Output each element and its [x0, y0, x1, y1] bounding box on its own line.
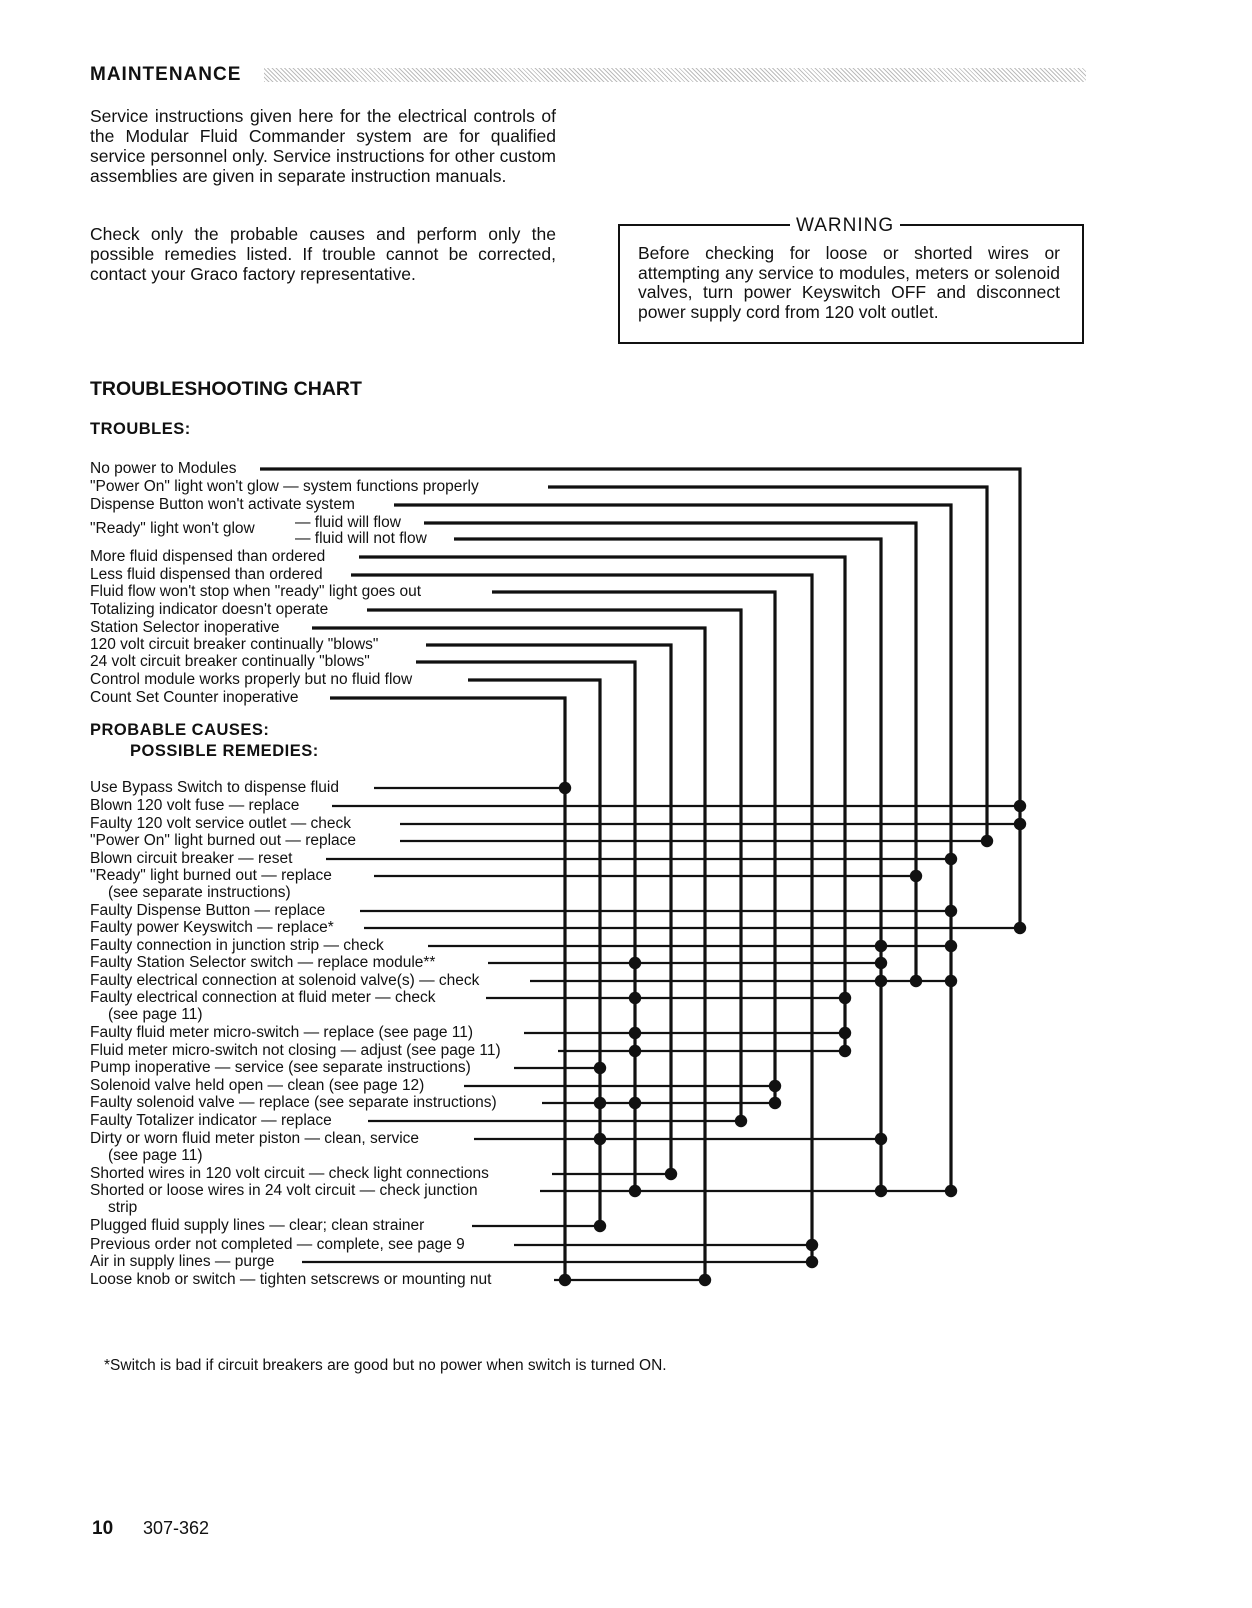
connection-dot	[1014, 800, 1026, 812]
connection-dot	[875, 975, 887, 987]
document-number: 307-362	[143, 1518, 210, 1538]
cause-item: Faulty Station Selector switch — replace module**	[90, 954, 436, 971]
cause-item: Shorted wires in 120 volt circuit — check light connections	[90, 1165, 489, 1182]
cause-item: Pump inoperative — service (see separate instructions)	[90, 1059, 471, 1076]
warning-title: WARNING	[790, 215, 900, 237]
warning-text: Before checking for loose or shorted wires or attempting any service to modules, meters or solenoid valves, turn power Keyswitch OFF and disconnect power supply cord from 120 volt outlet.	[638, 243, 1060, 322]
connection-dot	[629, 1027, 641, 1039]
connection-dot	[875, 1185, 887, 1197]
trouble-item: Control module works properly but no fluid flow	[90, 671, 413, 688]
connection-dot	[875, 957, 887, 969]
troubles-heading: TROUBLES:	[90, 420, 191, 438]
trouble-item: No power to Modules	[90, 460, 237, 477]
connection-dot	[945, 905, 957, 917]
cause-item: Shorted or loose wires in 24 volt circuit — check junction	[90, 1182, 478, 1199]
cause-item: "Ready" light burned out — replace	[90, 867, 332, 884]
cause-item: Faulty fluid meter micro-switch — replace (see page 11)	[90, 1024, 474, 1041]
connection-dot	[769, 1080, 781, 1092]
connection-dot	[559, 1274, 571, 1286]
cause-item: Plugged fluid supply lines — clear; clean strainer	[90, 1217, 425, 1234]
connection-dot	[945, 853, 957, 865]
connection-dot	[806, 1256, 818, 1268]
cause-item: Faulty connection in junction strip — check	[90, 937, 384, 954]
connection-dot	[839, 1027, 851, 1039]
cause-item-continuation: strip	[108, 1199, 138, 1216]
connection-dot	[735, 1115, 747, 1127]
connection-dot	[594, 1062, 606, 1074]
intro-text-2: Check only the probable causes and perform only the possible remedies listed. If trouble cannot be corrected, contact your Graco factory representative.	[90, 224, 556, 284]
connection-dot	[910, 975, 922, 987]
cause-item: Faulty Totalizer indicator — replace	[90, 1112, 332, 1129]
connection-dot	[629, 957, 641, 969]
connection-dot	[1014, 922, 1026, 934]
cause-item: Faulty electrical connection at solenoid valve(s) — check	[90, 972, 480, 989]
cause-item: Blown circuit breaker — reset	[90, 850, 293, 867]
connection-dot	[665, 1168, 677, 1180]
remedies-heading: POSSIBLE REMEDIES:	[130, 742, 319, 760]
connection-dot	[699, 1274, 711, 1286]
trouble-item: More fluid dispensed than ordered	[90, 548, 326, 565]
connection-dot	[875, 1133, 887, 1145]
cause-item: Fluid meter micro-switch not closing — adjust (see page 11)	[90, 1042, 501, 1059]
cause-item: "Power On" light burned out — replace	[90, 832, 357, 849]
cause-item: Faulty Dispense Button — replace	[90, 902, 326, 919]
connection-dot	[629, 992, 641, 1004]
connection-dot	[629, 1097, 641, 1109]
trouble-item: Station Selector inoperative	[90, 619, 280, 636]
connection-dot	[981, 835, 993, 847]
cause-item: Use Bypass Switch to dispense fluid	[90, 779, 339, 796]
cause-item: Air in supply lines — purge	[90, 1253, 275, 1270]
cause-item-continuation: (see separate instructions)	[108, 884, 291, 901]
trouble-item: Less fluid dispensed than ordered	[90, 566, 323, 583]
trouble-item: 120 volt circuit breaker continually "blows"	[90, 636, 379, 653]
connection-dot	[945, 975, 957, 987]
cause-item-continuation: (see page 11)	[108, 1006, 203, 1023]
connection-dot	[559, 782, 571, 794]
trouble-item: — fluid will flow	[295, 514, 401, 531]
footnote: *Switch is bad if circuit breakers are good but no power when switch is turned ON.	[104, 1357, 667, 1374]
cause-item: Loose knob or switch — tighten setscrews or mounting nut	[90, 1271, 492, 1288]
cause-item: Faulty power Keyswitch — replace*	[90, 919, 334, 936]
cause-item: Faulty electrical connection at fluid meter — check	[90, 989, 436, 1006]
connection-dot	[910, 870, 922, 882]
connection-dot	[839, 992, 851, 1004]
connection-dot	[629, 1045, 641, 1057]
connection-dot	[594, 1220, 606, 1232]
connection-dot	[945, 1185, 957, 1197]
cause-item: Faulty 120 volt service outlet — check	[90, 815, 352, 832]
trouble-item: 24 volt circuit breaker continually "blows"	[90, 653, 370, 670]
cause-item: Previous order not completed — complete, see page 9	[90, 1236, 465, 1253]
connection-dot	[594, 1097, 606, 1109]
section-title: MAINTENANCE	[90, 64, 242, 85]
connection-dot	[839, 1045, 851, 1057]
ready-light-prefix: "Ready" light won't glow	[90, 520, 255, 537]
trouble-item: Totalizing indicator doesn't operate	[90, 601, 329, 618]
connection-dot	[945, 940, 957, 952]
trouble-item: Count Set Counter inoperative	[90, 689, 299, 706]
cause-item: Solenoid valve held open — clean (see page 12)	[90, 1077, 425, 1094]
connection-dot	[769, 1097, 781, 1109]
connection-dot	[629, 1185, 641, 1197]
cause-item: Blown 120 volt fuse — replace	[90, 797, 300, 814]
connection-dot	[1014, 818, 1026, 830]
trouble-item: — fluid will not flow	[295, 530, 427, 547]
cause-item-continuation: (see page 11)	[108, 1147, 203, 1164]
causes-heading: PROBABLE CAUSES:	[90, 721, 270, 739]
trouble-item: Fluid flow won't stop when "ready" light goes out	[90, 583, 422, 600]
connection-dot	[594, 1133, 606, 1145]
connection-dot	[875, 940, 887, 952]
trouble-item: "Power On" light won't glow — system functions properly	[90, 478, 479, 495]
chart-title: TROUBLESHOOTING CHART	[90, 378, 362, 400]
trouble-item: Dispense Button won't activate system	[90, 496, 355, 513]
page-number: 10	[92, 1518, 114, 1539]
cause-item: Dirty or worn fluid meter piston — clean, service	[90, 1130, 420, 1147]
connection-dot	[806, 1239, 818, 1251]
cause-item: Faulty solenoid valve — replace (see separate instructions)	[90, 1094, 497, 1111]
intro-text-1: Service instructions given here for the electrical controls of the Modular Fluid Commander system are for qualified service personnel only. Service instructions for other custom assemblies are given in separate instruction manuals.	[90, 106, 556, 186]
